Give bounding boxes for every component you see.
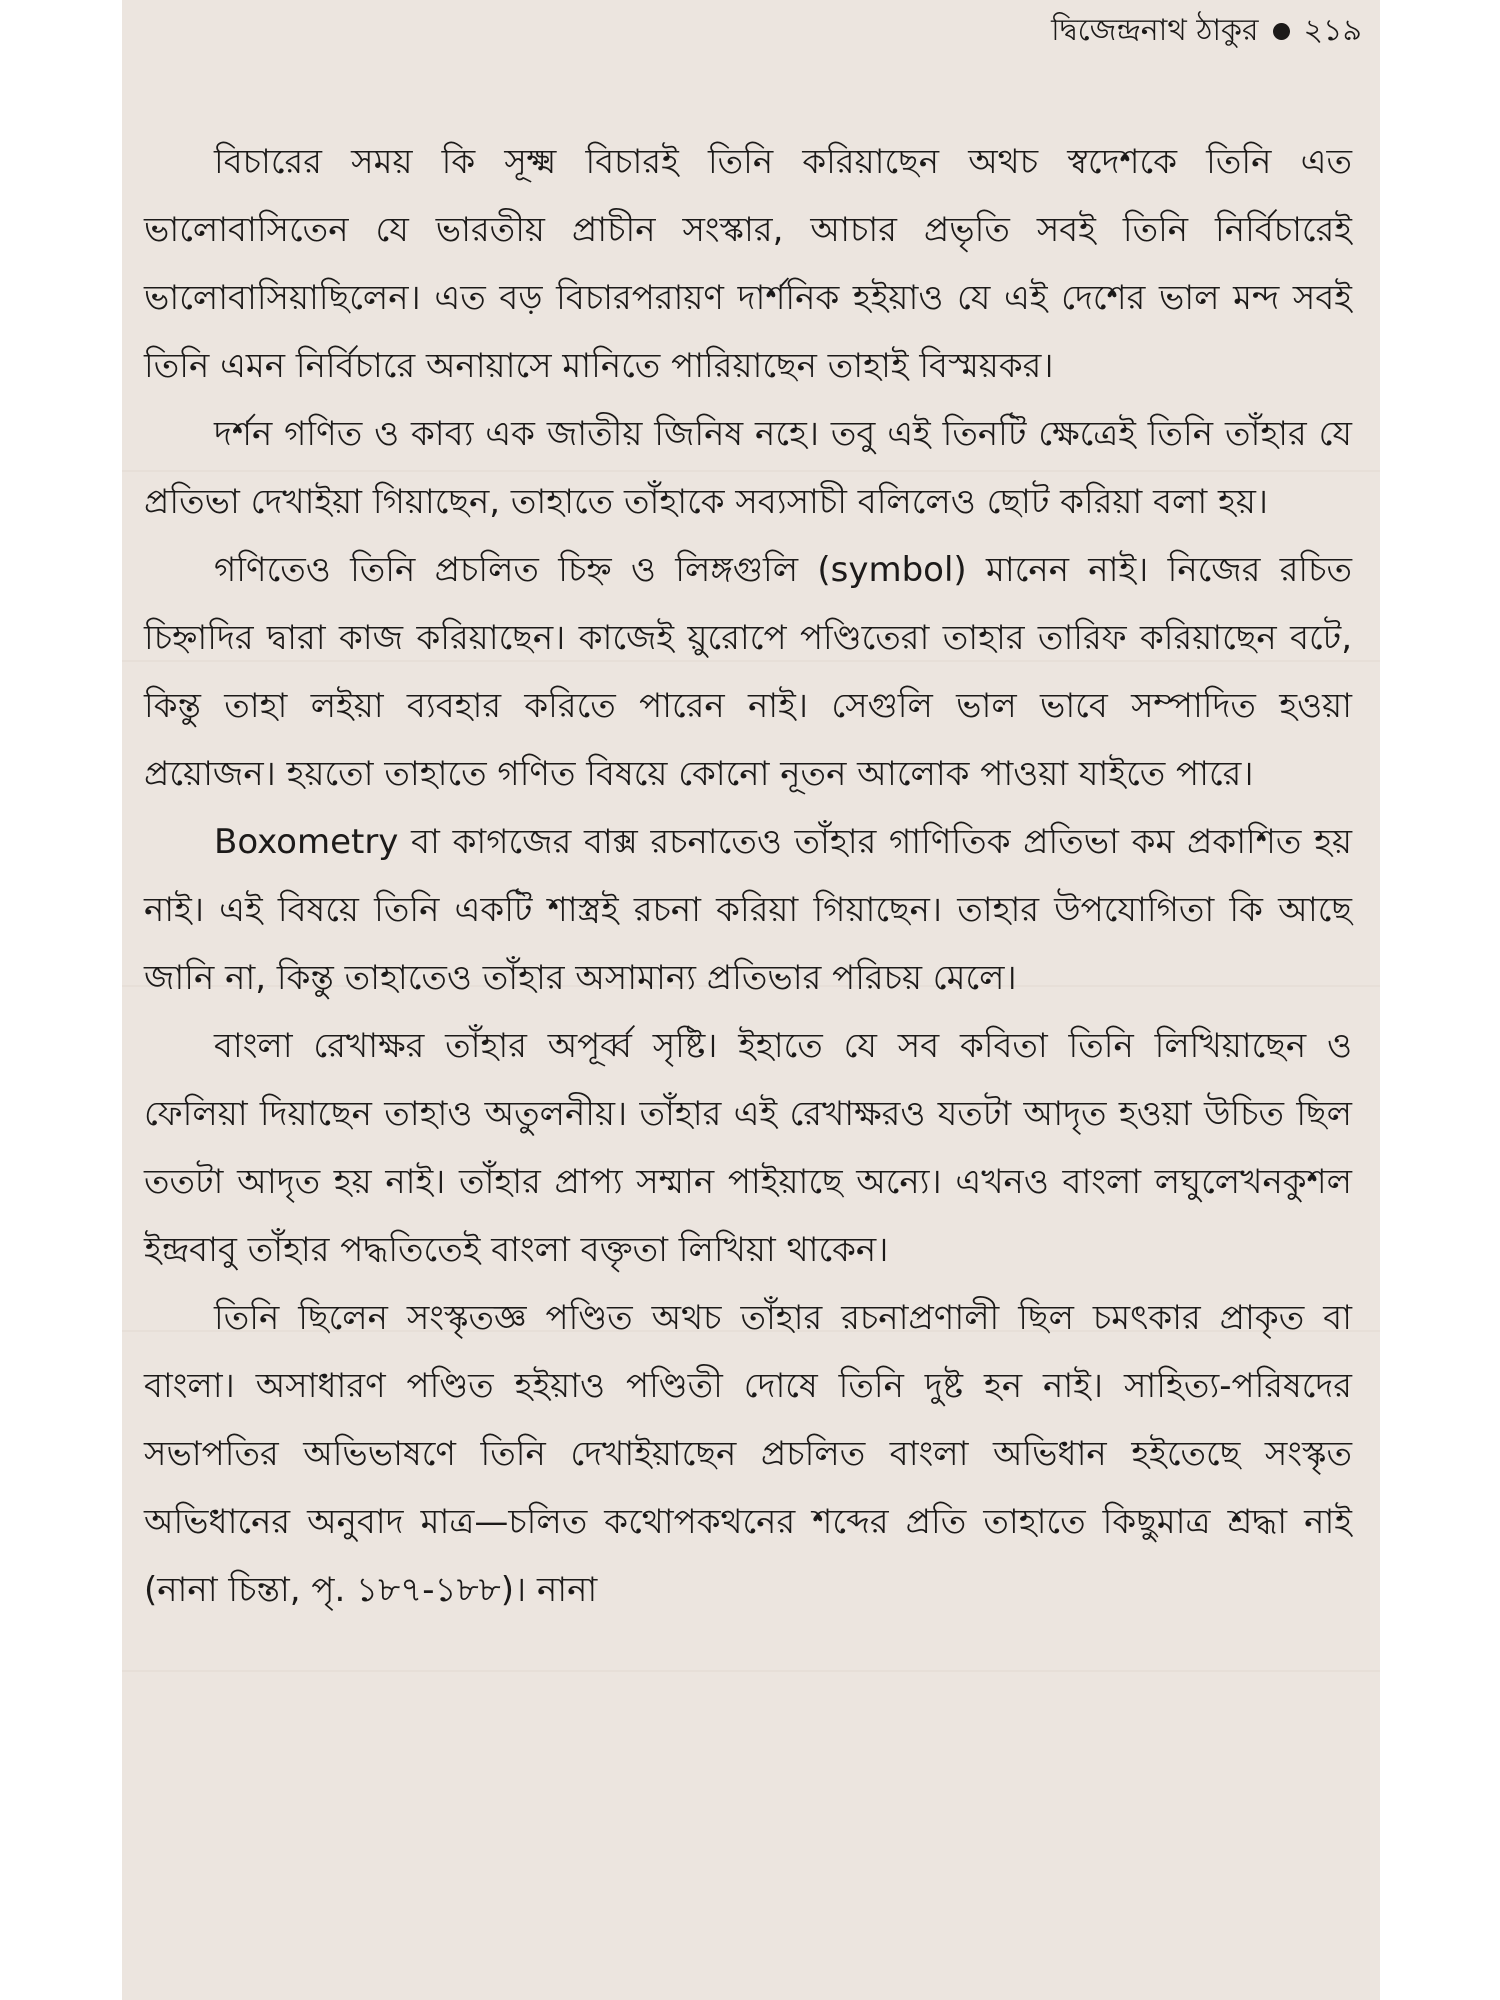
paragraph: বাংলা রেখাক্ষর তাঁহার অপূর্ব্ব সৃষ্টি। ইহাতে যে সব কবিতা তিনি লিখিয়াছেন ও ফেলিয়া দিয়াছেন তাহাও অতুলনীয়। তাঁহার এই রেখাক্ষরও যতটা আদৃত হওয়া উচিত ছিল ততটা আদৃত হয় নাই। তাঁহার প্রাপ্য সম্মান পাইয়াছে অন্যে। এখনও বাংলা লঘুলেখনকুশল ইন্দ্রবাবু তাঁহার পদ্ধতিতেই বাংলা বক্তৃতা লিখিয়া থাকেন। bbox=[144, 1026, 1352, 1270]
page-number: ২১৯ bbox=[1303, 12, 1362, 48]
paragraph: তিনি ছিলেন সংস্কৃতজ্ঞ পণ্ডিত অথচ তাঁহার রচনাপ্রণালী ছিল চমৎকার প্রাকৃত বা বাংলা। অসাধারণ পণ্ডিত হইয়াও পণ্ডিতী দোষে তিনি দুষ্ট হন নাই। সাহিত্য-পরিষদের সভাপতির অভিভাষণে তিনি দেখাইয়াছেন প্রচলিত বাংলা অভিধান হইতেছে সংস্কৃত অভিধানের অনুবাদ মাত্র—চলিত কথোপকথনের শব্দের প্রতি তাহাতে কিছুমাত্র শ্রদ্ধা নাই (নানা চিন্তা, পৃ. ১৮৭-১৮৮)। নানা bbox=[144, 1298, 1352, 1610]
body-text bbox=[144, 128, 1352, 1624]
running-title: দ্বিজেন্দ্রনাথ ঠাকুর bbox=[1051, 12, 1259, 48]
bleed-through-line bbox=[122, 1670, 1380, 1672]
bullet-dot-icon bbox=[1273, 23, 1290, 40]
paragraph: গণিতেও তিনি প্রচলিত চিহ্ন ও লিঙ্গগুলি (symbol) মানেন নাই। নিজের রচিত চিহ্নাদির দ্বারা কাজ করিয়াছেন। কাজেই য়ুরোপে পণ্ডিতেরা তাহার তারিফ করিয়াছেন বটে, কিন্তু তাহা লইয়া ব্যবহার করিতে পারেন নাই। সেগুলি ভাল ভাবে সম্পাদিত হওয়া প্রয়োজন। হয়তো তাহাতে গণিত বিষয়ে কোনো নূতন আলোক পাওয়া যাইতে পারে। bbox=[144, 550, 1352, 794]
running-header bbox=[1051, 8, 1362, 54]
book-page bbox=[122, 0, 1380, 2000]
paragraph: বিচারের সময় কি সূক্ষ্ম বিচারই তিনি করিয়াছেন অথচ স্বদেশকে তিনি এত ভালোবাসিতেন যে ভারতীয় প্রাচীন সংস্কার, আচার প্রভৃতি সবই তিনি নির্বিচারেই ভালোবাসিয়াছিলেন। এত বড় বিচারপরায়ণ দার্শনিক হইয়াও যে এই দেশের ভাল মন্দ সবই তিনি এমন নির্বিচারে অনায়াসে মানিতে পারিয়াছেন তাহাই বিস্ময়কর। bbox=[144, 142, 1352, 386]
paragraph: Boxometry বা কাগজের বাক্স রচনাতেও তাঁহার গাণিতিক প্রতিভা কম প্রকাশিত হয় নাই। এই বিষয়ে তিনি একটি শাস্ত্রই রচনা করিয়া গিয়াছেন। তাহার উপযোগিতা কি আছে জানি না, কিন্তু তাহাতেও তাঁহার অসামান্য প্রতিভার পরিচয় মেলে। bbox=[144, 822, 1352, 998]
paragraph: দর্শন গণিত ও কাব্য এক জাতীয় জিনিষ নহে। তবু এই তিনটি ক্ষেত্রেই তিনি তাঁহার যে প্রতিভা দেখাইয়া গিয়াছেন, তাহাতে তাঁহাকে সব্যসাচী বলিলেও ছোট করিয়া বলা হয়। bbox=[144, 414, 1352, 522]
